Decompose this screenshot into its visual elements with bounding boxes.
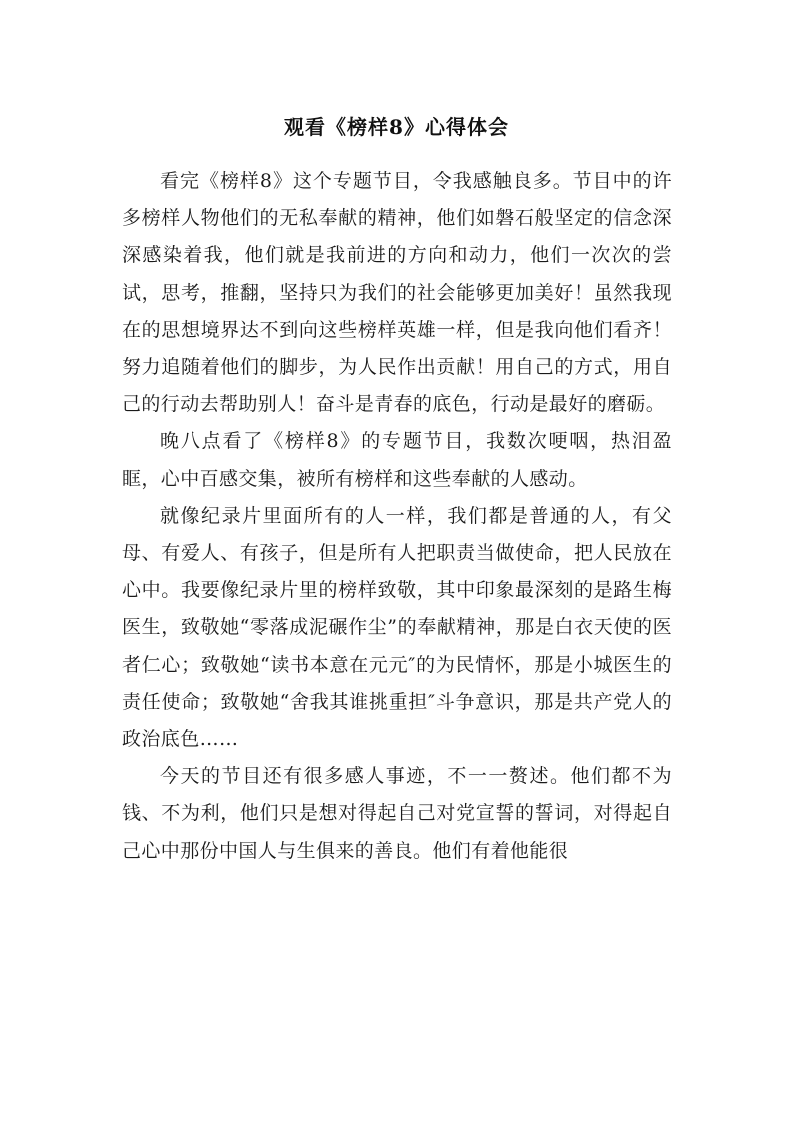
paragraph-3: 就像纪录片里面所有的人一样，我们都是普通的人，有父母、有爱人、有孩子，但是所有人把职责当做使命，把人民放在心中。我要像纪录片里的榜样致敬，其中印象最深刻的是路生梅医生，致敬她“零落成泥碾作尘”的奉献精神，那是白衣天使的医者仁心；致敬她“读书本意在元元″的为民情怀，那是小城医生的责任使命；致敬她“舍我其谁挑重担″斗争意识，那是共产党人的政治底色…… [122,504,672,751]
paragraph-4: 今天的节目还有很多感人事迹，不一一赘述。他们都不为钱、不为利，他们只是想对得起自己对党宣誓的誓词，对得起自己心中那份中国人与生俱来的善良。他们有着他能很 [122,765,672,862]
document-title: 观看《榜样8》心得体会 [284,115,509,139]
document-body [122,163,672,870]
paragraph-1: 看完《榜样8》这个专题节目，令我感触良多。节目中的许多榜样人物他们的无私奉献的精神，他们如磐石般坚定的信念深深感染着我，他们就是我前进的方向和动力，他们一次次的尝试，思考，推翻，坚持只为我们的社会能够更加美好！虽然我现在的思想境界达不到向这些榜样英雄一样，但是我向他们看齐！努力追随着他们的脚步，为人民作出贡献！用自己的方式，用自己的行动去帮助别人！奋斗是青春的底色，行动是最好的磨砺。 [122,170,672,416]
paragraph-2: 晚八点看了《榜样8》的专题节目，我数次哽咽，热泪盈眶，心中百感交集，被所有榜样和这些奉献的人感动。 [122,430,672,490]
